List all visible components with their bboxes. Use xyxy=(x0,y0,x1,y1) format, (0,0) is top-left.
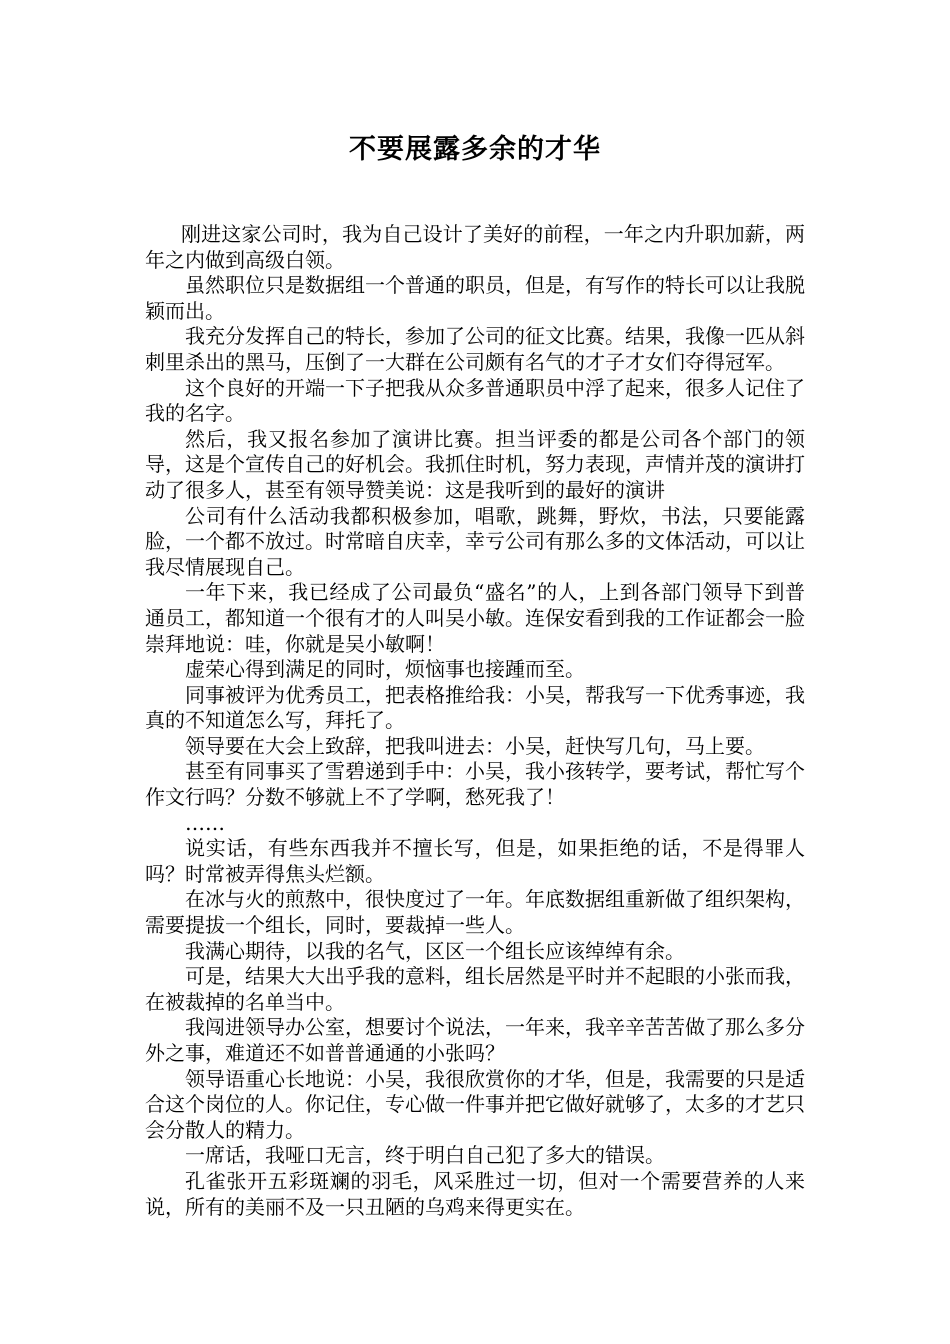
paragraph: 领导要在大会上致辞，把我叫进去：小吴，赶快写几句，马上要。 xyxy=(185,733,765,758)
paragraph: 孔雀张开五彩斑斓的羽毛，风采胜过一切，但对一个需要营养的人来说，所有的美丽不及一只丑陋的乌鸡来得更实在。 xyxy=(145,1168,805,1219)
paragraph: 这个良好的开端一下子把我从众多普通职员中浮了起来，很多人记住了我的名字。 xyxy=(145,375,805,426)
paragraph: 虽然职位只是数据组一个普通的职员，但是，有写作的特长可以让我脱颖而出。 xyxy=(145,273,805,323)
paragraph: 可是，结果大大出乎我的意料，组长居然是平时并不起眼的小张而我，在被裁掉的名单当中。 xyxy=(145,964,805,1014)
document-title: 不要展露多余的才华 xyxy=(349,134,601,165)
paragraph: 然后，我又报名参加了演讲比赛。担当评委的都是公司各个部门的领导，这是个宣传自己的好机会。我抓住时机，努力表现，声情并茂的演讲打动了很多人，甚至有领导赞美说：这是我听到的最好的演讲 xyxy=(145,426,805,502)
paragraph: 甚至有同事买了雪碧递到手中：小吴，我小孩转学，要考试，帮忙写个作文行吗？分数不够就上不了学啊，愁死我了！ xyxy=(145,759,805,810)
ellipsis-paragraph: …… xyxy=(185,810,225,835)
paragraph: 公司有什么活动我都积极参加，唱歌，跳舞，野炊，书法，只要能露脸，一个都不放过。时常暗自庆幸，幸亏公司有那么多的文体活动，可以让我尽情展现自己。 xyxy=(145,503,805,579)
paragraph: 说实话，有些东西我并不擅长写，但是，如果拒绝的话，不是得罪人吗？时常被弄得焦头烂额。 xyxy=(145,836,805,886)
paragraph: 同事被评为优秀员工，把表格推给我：小吴，帮我写一下优秀事迹，我真的不知道怎么写，拜托了。 xyxy=(145,682,805,733)
paragraph: 我充分发挥自己的特长，参加了公司的征文比赛。结果，我像一匹从斜刺里杀出的黑马，压倒了一大群在公司颇有名气的才子才女们夺得冠军。 xyxy=(145,324,805,374)
article-body xyxy=(145,222,805,1220)
paragraph: 虚荣心得到满足的同时，烦恼事也接踵而至。 xyxy=(185,657,585,682)
paragraph: 刚进这家公司时，我为自己设计了美好的前程，一年之内升职加薪，两年之内做到高级白领。 xyxy=(145,222,805,272)
paragraph: 我闯进领导办公室，想要讨个说法，一年来，我辛辛苦苦做了那么多分外之事，难道还不如普普通通的小张吗？ xyxy=(145,1015,805,1065)
paragraph: 领导语重心长地说：小吴，我很欣赏你的才华，但是，我需要的只是适合这个岗位的人。你记住，专心做一件事并把它做好就够了，太多的才艺只会分散人的精力。 xyxy=(145,1066,805,1142)
paragraph: 我满心期待，以我的名气，区区一个组长应该绰绰有余。 xyxy=(185,938,685,963)
paragraph: 一席话，我哑口无言，终于明白自己犯了多大的错误。 xyxy=(185,1143,665,1168)
paragraph: 在冰与火的煎熬中，很快度过了一年。年底数据组重新做了组织架构，需要提拔一个组长，同时，要裁掉一些人。 xyxy=(145,887,805,938)
paragraph: 一年下来，我已经成了公司最负“盛名”的人，上到各部门领导下到普通员工，都知道一个很有才的人叫吴小敏。连保安看到我的工作证都会一脸崇拜地说：哇，你就是吴小敏啊！ xyxy=(145,580,805,656)
